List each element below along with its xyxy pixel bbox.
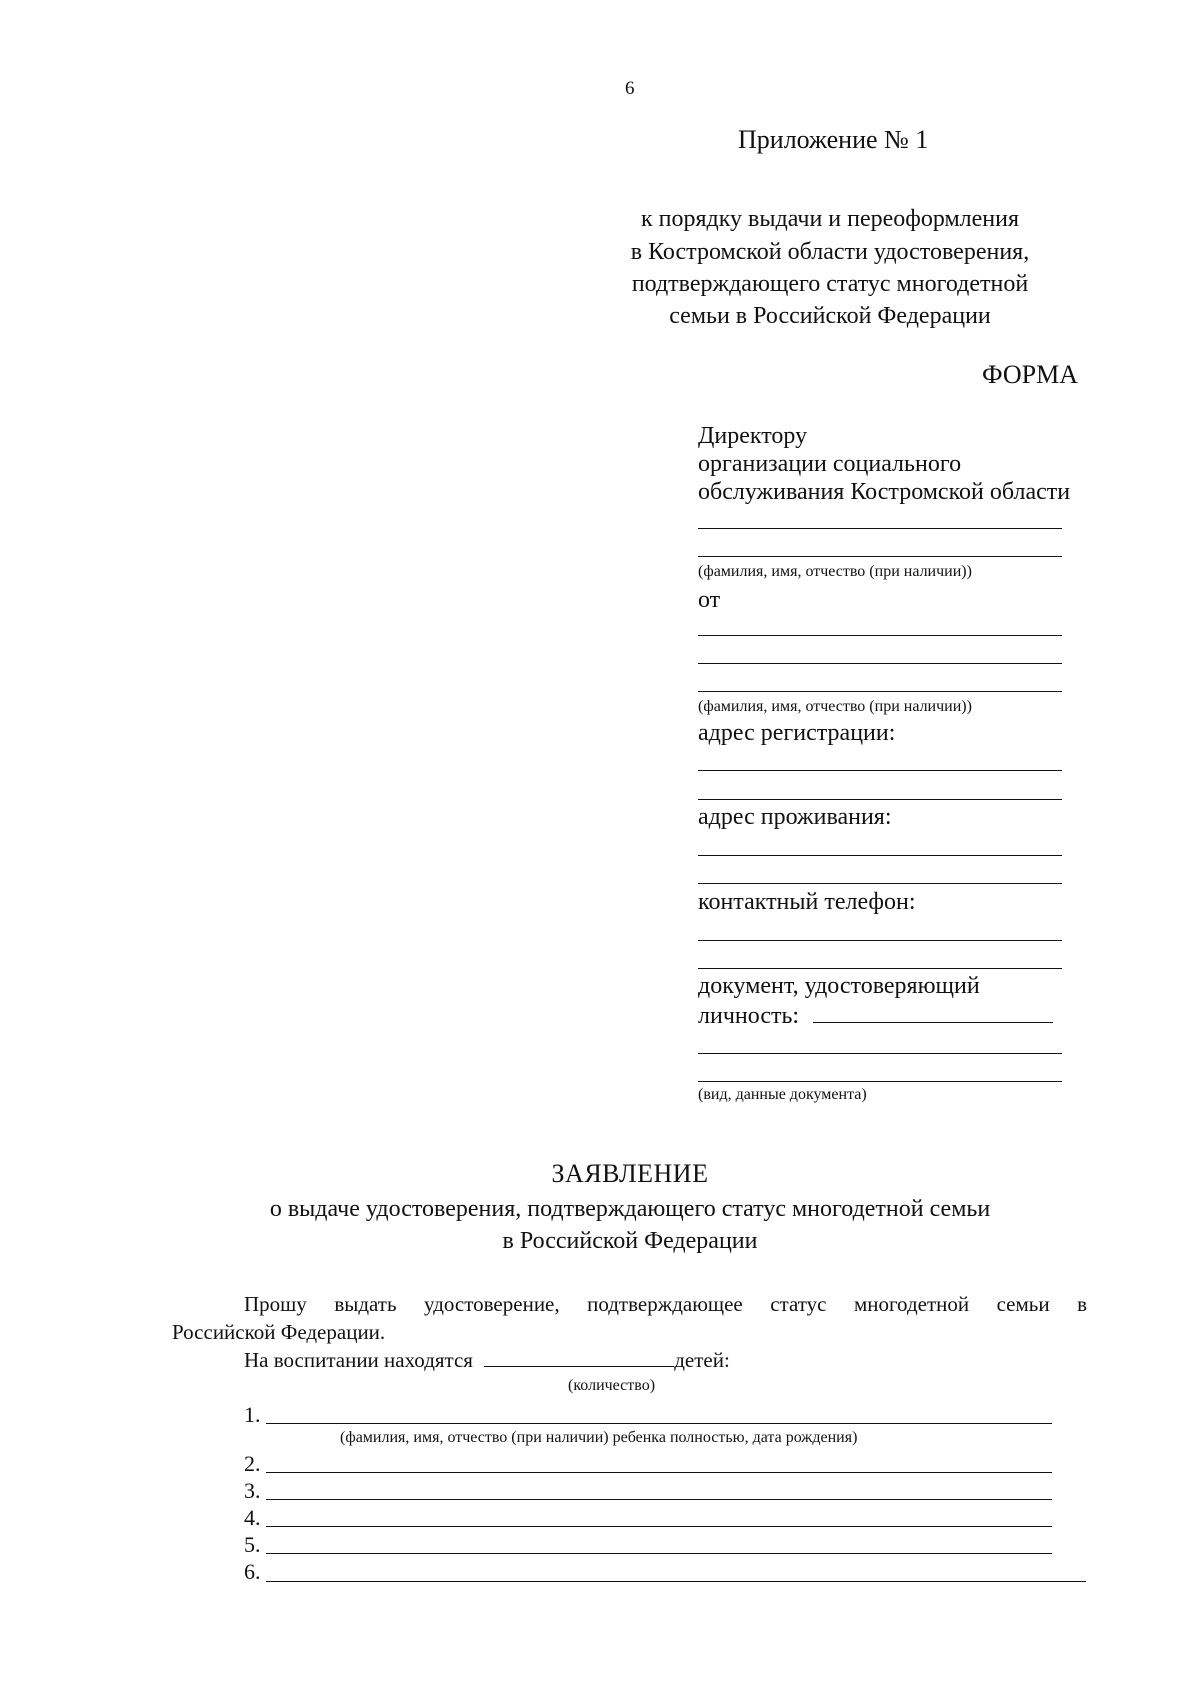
phone-label: контактный телефон: [698,889,916,915]
applicant-name-line-1 [698,635,1062,636]
request-line-2: Российской Федерации. [172,1320,386,1344]
appendix-title: Приложение № 1 [738,125,929,154]
children-prefix: На воспитании находятся [244,1348,473,1372]
addressee-line-2: организации социального [698,451,962,477]
request-line-1-text: Прошу выдать удостоверение, подтверждающее статус многодетной семьи в [244,1292,1087,1316]
child-number-6: 6. [244,1559,261,1584]
statement-subtitle-line-2: в Российской Федерации [502,1228,758,1254]
applicant-name-line-2 [698,663,1062,664]
addressee-line-3: обслуживания Костромской области [698,479,1071,505]
id-document-label-text: личность: [698,1003,800,1029]
residence-address-line-1 [698,855,1062,856]
child-number-3: 3. [244,1478,261,1503]
from-label: от [698,587,721,613]
child-number-5: 5. [244,1532,261,1557]
child-number-4: 4. [244,1505,261,1530]
applicant-name-line-3 [698,691,1062,692]
id-document-line-2 [698,1081,1062,1082]
appendix-subtitle-line-3: подтверждающего статус многодетной [631,271,1029,297]
children-count-line [244,1346,730,1375]
appendix-subtitle-line-4: семьи в Российской Федерации [669,303,991,329]
child-number-2: 2. [244,1451,261,1476]
child-line-4 [266,1526,1052,1527]
applicant-name-caption: (фамилия, имя, отчество (при наличии)) [698,698,972,715]
appendix-subtitle-line-1: к порядку выдачи и переоформления [640,206,1020,232]
statement-subtitle-line-1: о выдаче удостоверения, подтверждающего статус многодетной семьи [269,1196,991,1222]
quantity-caption: (количество) [568,1377,656,1394]
registration-address-line-2 [698,799,1062,800]
phone-line-1 [698,940,1062,941]
child-line-3 [266,1499,1052,1500]
residence-address-line-2 [698,883,1062,884]
child-line-1 [266,1423,1052,1424]
addressee-line-1: Директору [698,423,808,449]
phone-line-2 [698,968,1062,969]
director-name-line-1 [698,528,1062,529]
child-caption: (фамилия, имя, отчество (при наличии) ребенка полностью, дата рождения) [340,1429,858,1446]
registration-address-line-1 [698,770,1062,771]
appendix-subtitle-line-2: в Костромской области удостоверения, [630,239,1030,265]
director-name-caption: (фамилия, имя, отчество (при наличии)) [698,563,972,580]
child-line-6 [266,1581,1086,1582]
child-number-1: 1. [244,1402,261,1427]
child-line-5 [266,1553,1052,1554]
page-number: 6 [625,78,635,99]
child-line-2 [266,1472,1052,1473]
id-document-label-line-2 [698,1000,1053,1033]
residence-address-label: адрес проживания: [698,804,892,830]
request-line-1 [244,1290,1087,1319]
children-count-field [484,1365,674,1367]
id-document-line-1 [698,1053,1062,1054]
director-name-line-2 [698,556,1062,557]
registration-address-label: адрес регистрации: [698,720,896,746]
id-document-inline-line [813,1021,1053,1023]
id-document-label: документ, удостоверяющий [698,973,980,999]
children-suffix: детей: [674,1348,730,1372]
id-document-caption: (вид, данные документа) [698,1086,867,1103]
form-label: ФОРМА [982,360,1078,389]
statement-title: ЗАЯВЛЕНИЕ [551,1159,709,1188]
